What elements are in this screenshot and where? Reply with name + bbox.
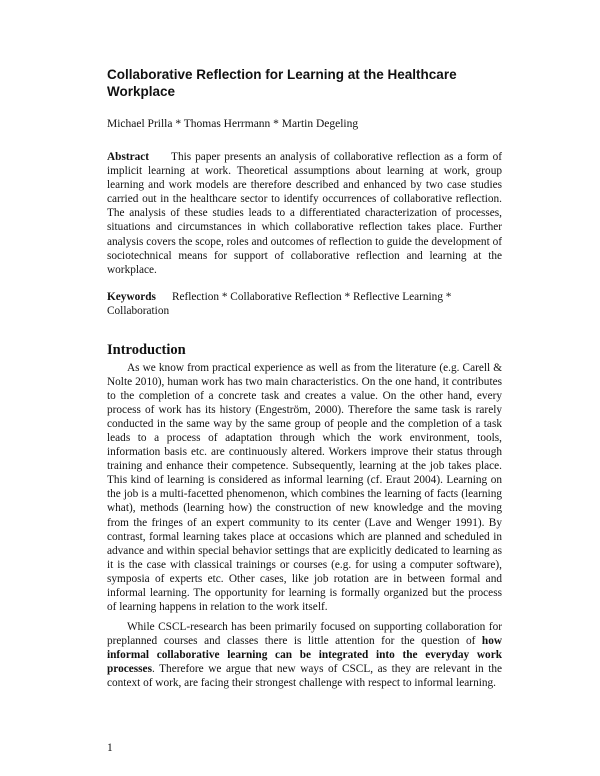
author-list: Michael Prilla * Thomas Herrmann * Martin Degeling — [107, 118, 359, 130]
paragraph-2-emphasis: how informal collaborative learning can be integrated into the everyday work processes — [107, 634, 502, 675]
paragraph-2 — [107, 620, 502, 690]
paper-title: Collaborative Reflection for Learning at the Healthcare Workplace — [107, 67, 457, 99]
introduction-body — [107, 361, 502, 690]
section-heading-introduction: Introduction — [107, 342, 186, 358]
keywords-label: Keywords — [107, 291, 156, 303]
page-number: 1 — [107, 742, 113, 754]
paragraph-1: As we know from practical experience as well as from the literature (e.g. Carell & Nolte 2010), human work has two main characteristics. On the one hand, it contributes to the completion of a concrete task and creates a value. On the other hand, every process of work has its history (Engeström, 2000). Therefore the same task is rarely conducted in the same way by the same group of people and the completion of a task leads to a process of adaptation through which the work environment, tools, information basis etc. are continuously altered. Workers improve their status through training and enhance their competence. Subsequently, learning at the job takes place. This kind of learning is considered as informal learning (cf. Eraut 2004). Learning on the job is a multi-facetted phenomenon, which combines the learning of facts (learning what), methods (learning how) the construction of new knowledge and the moving from the fringes of an expert community to its center (Lave and Wenger 1991). By contrast, formal learning takes place at occasions which are planned and scheduled in advance and within special behavior settings that are explicitly dedicated to learning as it is the case with classical trainings or courses (e.g. for using a computer software), symposia of experts etc. Other cases, like job rotation are in between formal and informal learning. The opportunity for learning is formally organized but the process of learning happens in relation to the work itself. — [107, 362, 502, 613]
abstract-block — [107, 150, 502, 277]
abstract-label: Abstract — [107, 151, 150, 163]
keywords-text: Reflection * Collaborative Reflection * Reflective Learning * Collaboration — [107, 291, 452, 318]
paragraph-2-end: . Therefore we argue that new ways of CSCL, as they are relevant in the context of work, are facing their strongest challenge with respect to informal learning. — [107, 662, 502, 690]
keywords-block — [107, 290, 502, 318]
paragraph-2-start: While CSCL-research has been primarily focused on supporting collaboration for preplanned courses and classes there is little attention for the question of — [107, 620, 502, 647]
abstract-text: This paper presents an analysis of collaborative reflection as a form of implicit learning at work. Theoretical assumptions about learning at work, group learning and work models are therefore described and enhanced by two case studies carried out in the healthcare sector to identify occurrences of collaborative reflection. The analysis of these studies leads to a differentiated characterization of processes, situations and circumstances in which collaborative reflection takes place. Further analysis covers the scope, roles and outcomes of reflection to guide the development of sociotechnical means for support of collaborative reflection and learning at the workplace. — [107, 151, 502, 276]
